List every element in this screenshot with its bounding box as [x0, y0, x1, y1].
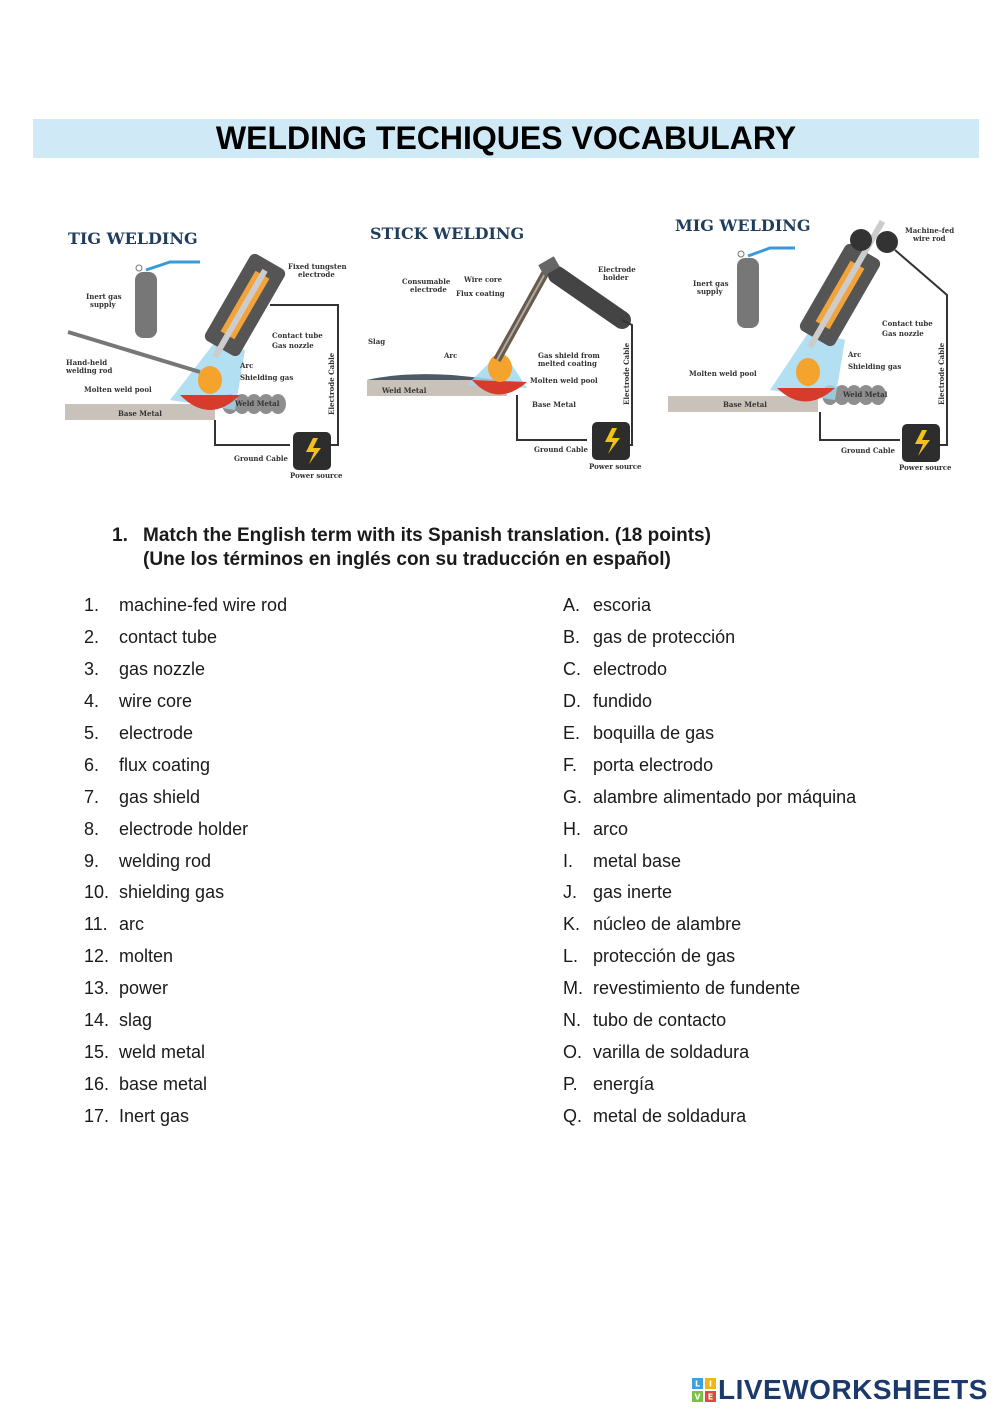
english-term: [84, 909, 287, 941]
svg-text:melted coating: melted coating: [538, 359, 597, 368]
svg-text:Molten weld pool: Molten weld pool: [530, 376, 598, 385]
english-term-text: shielding gas: [119, 882, 225, 903]
svg-text:Flux coating: Flux coating: [456, 289, 505, 298]
spanish-term-index: I.: [563, 850, 574, 871]
english-term-index: 14.: [84, 1010, 110, 1031]
english-term-index: 13.: [84, 978, 110, 999]
svg-text:welding rod: welding rod: [66, 366, 113, 375]
spanish-term-text: núcleo de alambre: [593, 914, 742, 935]
svg-text:Wire core: Wire core: [464, 275, 503, 284]
english-term-index: 9.: [84, 850, 100, 871]
english-term-index: 5.: [84, 723, 100, 743]
tig-welding-diagram: [60, 200, 350, 482]
spanish-term: [563, 941, 856, 973]
english-term: [84, 1036, 287, 1068]
spanish-term-index: P.: [563, 1073, 578, 1094]
svg-text:Molten weld pool: Molten weld pool: [689, 369, 757, 378]
svg-text:Ground Cable: Ground Cable: [841, 446, 895, 455]
question-instruction-spanish: (Une los términos en inglés con su traducción en español): [143, 549, 671, 570]
svg-text:Hand-held: Hand-held: [66, 358, 108, 367]
svg-text:Electrode Cable: Electrode Cable: [622, 342, 631, 405]
spanish-term-text: gas inerte: [593, 882, 673, 903]
liveworksheets-logo: [692, 1375, 988, 1405]
svg-text:Weld Metal: Weld Metal: [382, 386, 427, 395]
english-term: [84, 1100, 287, 1132]
svg-text:Base Metal: Base Metal: [723, 400, 767, 409]
english-term-index: 7.: [84, 786, 100, 807]
spanish-term-text: escoria: [593, 595, 652, 616]
spanish-term: [563, 877, 856, 909]
spanish-term: [563, 590, 856, 622]
english-term-index: 8.: [84, 818, 100, 839]
svg-text:electrode: electrode: [410, 285, 447, 294]
spanish-term-index: Q.: [563, 1105, 583, 1126]
english-term-index: 10.: [84, 882, 110, 903]
svg-text:Power source: Power source: [589, 462, 642, 471]
english-term: [84, 590, 287, 622]
svg-text:Gas nozzle: Gas nozzle: [882, 329, 924, 338]
mig-diagram-title: MIG WELDING: [675, 216, 811, 235]
svg-text:I: I: [709, 1379, 712, 1389]
spanish-term: [563, 781, 856, 813]
svg-text:Electrode Cable: Electrode Cable: [937, 342, 946, 405]
mig-wire-roller-shape: [850, 229, 872, 251]
svg-text:E: E: [707, 1392, 714, 1402]
svg-text:Ground Cable: Ground Cable: [234, 454, 288, 463]
spanish-term-text: boquilla de gas: [593, 723, 715, 743]
english-terms-list: [84, 590, 287, 1132]
spanish-term-text: revestimiento de fundente: [593, 978, 801, 999]
english-term-text: machine-fed wire rod: [119, 595, 288, 616]
english-term-text: Inert gas: [119, 1105, 190, 1126]
spanish-term-index: J.: [563, 882, 578, 903]
spanish-term: [563, 813, 856, 845]
question-heading: [112, 524, 711, 572]
spanish-term: [563, 973, 856, 1005]
svg-text:Shielding gas: Shielding gas: [848, 362, 902, 371]
spanish-term-index: N.: [563, 1010, 581, 1031]
spanish-term-index: E.: [563, 723, 581, 743]
spanish-term-text: energía: [593, 1073, 655, 1094]
spanish-term-index: H.: [563, 818, 581, 839]
svg-text:Gas shield from: Gas shield from: [538, 351, 600, 360]
spanish-term-index: A.: [563, 595, 581, 616]
spanish-term-index: K.: [563, 914, 581, 935]
spanish-term: [563, 909, 856, 941]
stick-electrode-shape: [497, 270, 547, 360]
spanish-term-text: arco: [593, 818, 629, 839]
spanish-term-text: porta electrodo: [593, 754, 714, 775]
mig-gas-cylinder-shape: [737, 258, 759, 328]
spanish-term: [563, 718, 856, 750]
spanish-term: [563, 622, 856, 654]
english-term-index: 1.: [84, 595, 100, 616]
spanish-term-index: B.: [563, 627, 581, 648]
english-term: [84, 781, 287, 813]
english-term-text: slag: [119, 1010, 153, 1031]
stick-welding-diagram: [362, 200, 652, 482]
svg-text:electrode: electrode: [298, 270, 335, 279]
english-term-text: flux coating: [119, 754, 211, 775]
english-term-text: contact tube: [119, 627, 218, 648]
spanish-term-text: fundido: [593, 691, 653, 712]
english-term-index: 2.: [84, 627, 100, 648]
stick-diagram-title: STICK WELDING: [370, 224, 525, 243]
english-term-text: weld metal: [119, 1041, 206, 1062]
english-term-text: welding rod: [119, 850, 212, 871]
svg-text:supply: supply: [90, 300, 116, 309]
page-title: WELDING TECHIQUES VOCABULARY: [33, 119, 979, 158]
spanish-terms-list: [563, 590, 856, 1132]
english-term-text: molten: [119, 946, 174, 967]
english-term: [84, 941, 287, 973]
svg-text:Base Metal: Base Metal: [532, 400, 576, 409]
svg-text:Inert gas: Inert gas: [693, 279, 729, 288]
question-number: 1.: [112, 525, 128, 546]
svg-text:Arc: Arc: [848, 350, 862, 359]
liveworksheets-brand: LIVEWORKSHEETS: [718, 1374, 988, 1405]
spanish-term-text: varilla de soldadura: [593, 1041, 750, 1062]
english-term-text: gas nozzle: [119, 659, 206, 680]
mig-welding-diagram: [665, 200, 975, 482]
svg-text:Consumable: Consumable: [402, 277, 451, 286]
svg-text:Arc: Arc: [240, 361, 254, 370]
spanish-term-text: alambre alimentado por máquina: [593, 786, 857, 807]
english-term-index: 16.: [84, 1073, 110, 1094]
english-term-index: 17.: [84, 1105, 110, 1126]
english-term-index: 11.: [84, 914, 108, 935]
spanish-term: [563, 686, 856, 718]
svg-text:holder: holder: [603, 273, 629, 282]
svg-text:Power source: Power source: [899, 463, 952, 472]
spanish-term: [563, 1100, 856, 1132]
svg-text:Gas nozzle: Gas nozzle: [272, 341, 314, 350]
english-term: [84, 877, 287, 909]
english-term: [84, 622, 287, 654]
svg-text:Electrode: Electrode: [598, 265, 636, 274]
english-term-index: 12.: [84, 946, 110, 967]
liveworksheets-mark-icon: [692, 1378, 716, 1402]
tig-arc-shape: [198, 366, 222, 394]
english-term-text: wire core: [119, 691, 193, 712]
spanish-term: [563, 1005, 856, 1037]
svg-text:V: V: [694, 1392, 701, 1402]
svg-text:Slag: Slag: [368, 337, 386, 346]
svg-text:Power source: Power source: [290, 471, 343, 480]
english-term: [84, 686, 287, 718]
svg-text:Base Metal: Base Metal: [118, 409, 162, 418]
tig-diagram-title: TIG WELDING: [68, 229, 198, 248]
english-term: [84, 654, 287, 686]
svg-text:Electrode Cable: Electrode Cable: [327, 352, 336, 415]
spanish-term-text: electrodo: [593, 659, 668, 680]
svg-text:supply: supply: [697, 287, 723, 296]
spanish-term-text: metal base: [593, 850, 682, 871]
spanish-term: [563, 749, 856, 781]
svg-text:wire rod: wire rod: [913, 234, 946, 243]
english-term-text: arc: [119, 914, 145, 935]
svg-text:Contact tube: Contact tube: [272, 331, 323, 340]
svg-text:Machine-fed: Machine-fed: [905, 226, 955, 235]
spanish-term: [563, 1036, 856, 1068]
spanish-term-index: O.: [563, 1041, 583, 1062]
english-term-index: 3.: [84, 659, 100, 680]
spanish-term-text: protección de gas: [593, 946, 736, 967]
question-instruction: Match the English term with its Spanish translation. (18 points): [143, 525, 711, 546]
svg-text:Molten weld pool: Molten weld pool: [84, 385, 152, 394]
svg-text:Fixed tungsten: Fixed tungsten: [288, 262, 347, 271]
spanish-term: [563, 1068, 856, 1100]
svg-text:Weld Metal: Weld Metal: [843, 390, 888, 399]
english-term-text: electrode holder: [119, 818, 249, 839]
english-term: [84, 718, 287, 750]
spanish-term-text: gas de protección: [593, 627, 736, 648]
english-term-index: 6.: [84, 754, 100, 775]
english-term-text: gas shield: [119, 786, 201, 807]
english-term: [84, 973, 287, 1005]
english-term: [84, 1068, 287, 1100]
svg-text:Shielding gas: Shielding gas: [240, 373, 294, 382]
english-term-index: 4.: [84, 691, 100, 712]
tig-gas-cylinder-shape: [135, 272, 157, 338]
svg-text:Weld Metal: Weld Metal: [235, 399, 280, 408]
spanish-term-index: G.: [563, 786, 583, 807]
english-term-text: electrode: [119, 723, 194, 743]
english-term-text: base metal: [119, 1073, 208, 1094]
mig-arc-shape: [796, 358, 820, 386]
spanish-term-index: F.: [563, 754, 578, 775]
spanish-term-index: D.: [563, 691, 581, 712]
svg-text:Contact tube: Contact tube: [882, 319, 933, 328]
english-term-index: 15.: [84, 1041, 110, 1062]
english-term: [84, 845, 287, 877]
svg-text:Arc: Arc: [444, 351, 458, 360]
spanish-term: [563, 845, 856, 877]
spanish-term-text: metal de soldadura: [593, 1105, 747, 1126]
english-term: [84, 749, 287, 781]
english-term-text: power: [119, 978, 169, 999]
spanish-term-text: tubo de contacto: [593, 1010, 727, 1031]
svg-text:Ground Cable: Ground Cable: [534, 445, 588, 454]
spanish-term-index: M.: [563, 978, 583, 999]
spanish-term-index: C.: [563, 659, 581, 680]
svg-text:L: L: [694, 1379, 701, 1389]
svg-text:Inert gas: Inert gas: [86, 292, 122, 301]
spanish-term: [563, 654, 856, 686]
spanish-term-index: L.: [563, 946, 579, 967]
english-term: [84, 1005, 287, 1037]
english-term: [84, 813, 287, 845]
